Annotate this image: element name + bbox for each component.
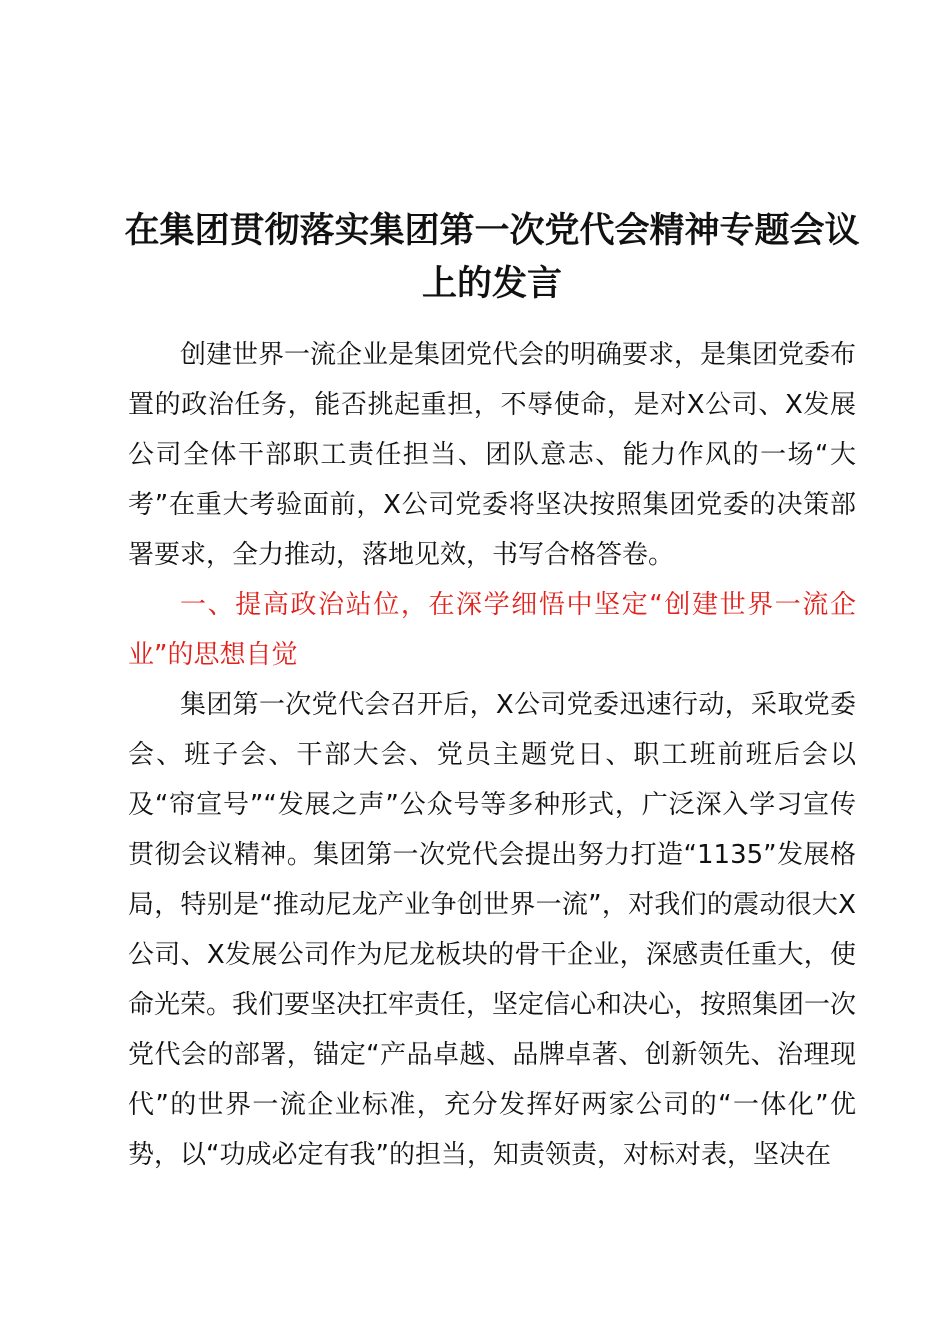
section-1-paragraph: 集团第一次党代会召开后，X公司党委迅速行动，采取党委会、班子会、干部大会、党员主题党日、职工班前班后会以及“帘宣号”“发展之声”公众号等多种形式，广泛深入学习宣传贯彻会议精神。集团第一次党代会提出努力打造“1135”发展格局，特别是“推动尼龙产业争创世界一流”，对我们的震动很大X公司、X发展公司作为尼龙板块的骨干企业，深感责任重大，使命光荣。我们要坚决扛牢责任，坚定信心和决心，按照集团一次党代会的部署，锚定“产品卓越、品牌卓著、创新领先、治理现代”的世界一流企业标准，充分发挥好两家公司的“一体化”优势，以“功成必定有我”的担当，知责领责，对标对表，坚决在 (128, 690, 857, 1170)
document-title: 在集团贯彻落实集团第一次党代会精神专题会议上的发言 (124, 211, 860, 304)
section-heading-1: 一、提高政治站位，在深学细悟中坚定“创建世界一流企业”的思想自觉 (128, 590, 856, 670)
intro-paragraph: 创建世界一流企业是集团党代会的明确要求，是集团党委布置的政治任务，能否挑起重担，不辱使命，是对X公司、X发展公司全体干部职工责任担当、团队意志、能力作风的一场“大考”在重大考验面前，X公司党委将坚决按照集团党委的决策部署要求，全力推动，落地见效，书写合格答卷。 (128, 340, 857, 570)
document-body (128, 330, 856, 1180)
